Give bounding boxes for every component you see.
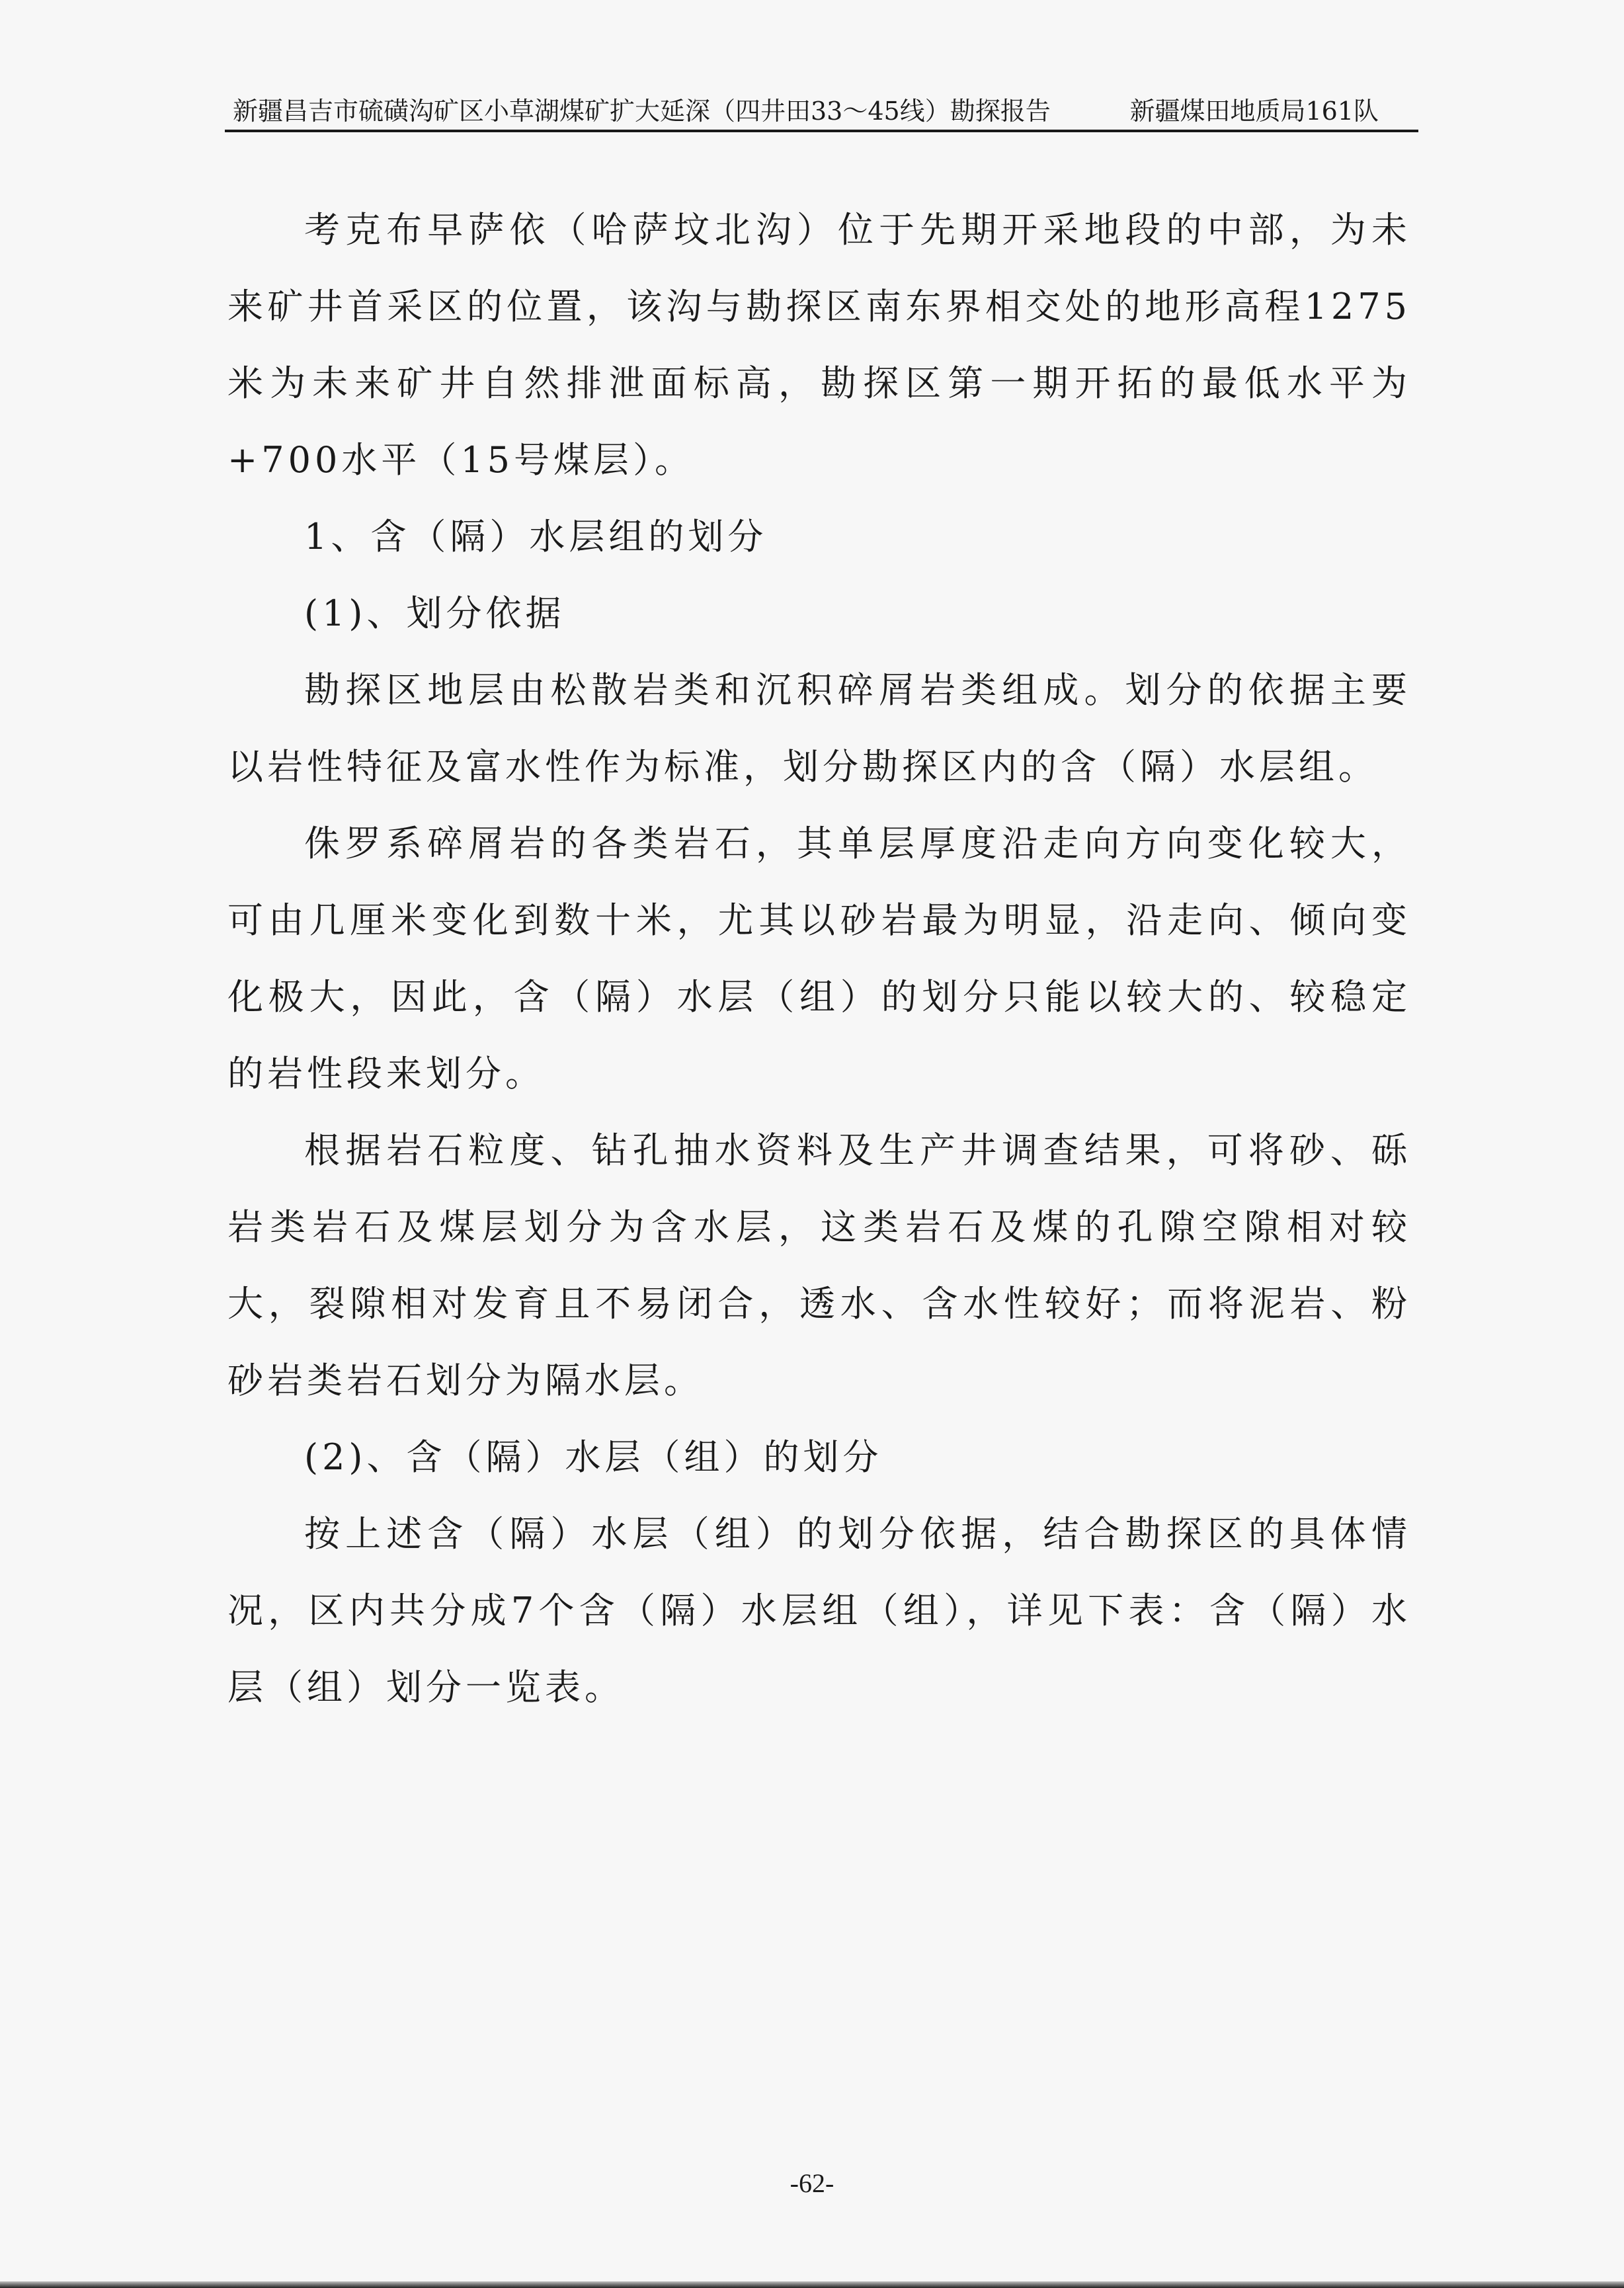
scan-bottom-edge [0,2281,1624,2288]
document-body [227,192,1411,1726]
organization-name: 新疆煤田地质局161队 [1129,97,1379,126]
paragraph-drainage-elevation: 考克布早萨依（哈萨坟北沟）位于先期开采地段的中部，为未来矿井首采区的位置，该沟与勘探区南东界相交处的地形高程1275米为未来矿井自然排泄面标高，勘探区第一期开拓的最低水平为+700水平（15号煤层）。 [227,209,1411,481]
subsection-heading-basis: (1)、划分依据 [304,592,565,634]
section-heading-aquifer-division: 1、含（隔）水层组的划分 [304,516,768,557]
paragraph-aquifer-criteria: 根据岩石粒度、钻孔抽水资料及生产井调查结果，可将砂、砾岩类岩石及煤层划分为含水层，这类岩石及煤的孔隙空隙相对较大，裂隙相对发育且不易闭合，透水、含水性较好；而将泥岩、粉砂岩类岩石划分为隔水层。 [227,1129,1411,1401]
header-divider [225,130,1418,132]
subsection-heading-division: (2)、含（隔）水层（组）的划分 [304,1436,883,1478]
paragraph-seven-groups: 按上述含（隔）水层（组）的划分依据，结合勘探区的具体情况，区内共分成7个含（隔）水层组（组），详见下表：含（隔）水层（组）划分一览表。 [227,1513,1411,1708]
page-header [225,93,1418,130]
paragraph-strata-composition: 勘探区地层由松散岩类和沉积碎屑岩类组成。划分的依据主要以岩性特征及富水性作为标准，划分勘探区内的含（隔）水层组。 [227,669,1411,788]
page-number: -62- [790,2168,834,2198]
report-title: 新疆昌吉市硫磺沟矿区小草湖煤矿扩大延深（四井田33～45线）勘探报告 [233,97,1051,126]
paragraph-jurassic-rocks: 侏罗系碎屑岩的各类岩石，其单层厚度沿走向方向变化较大，可由几厘米变化到数十米，尤其以砂岩最为明显，沿走向、倾向变化极大，因此，含（隔）水层（组）的划分只能以较大的、较稳定的岩性段来划分。 [227,823,1411,1094]
